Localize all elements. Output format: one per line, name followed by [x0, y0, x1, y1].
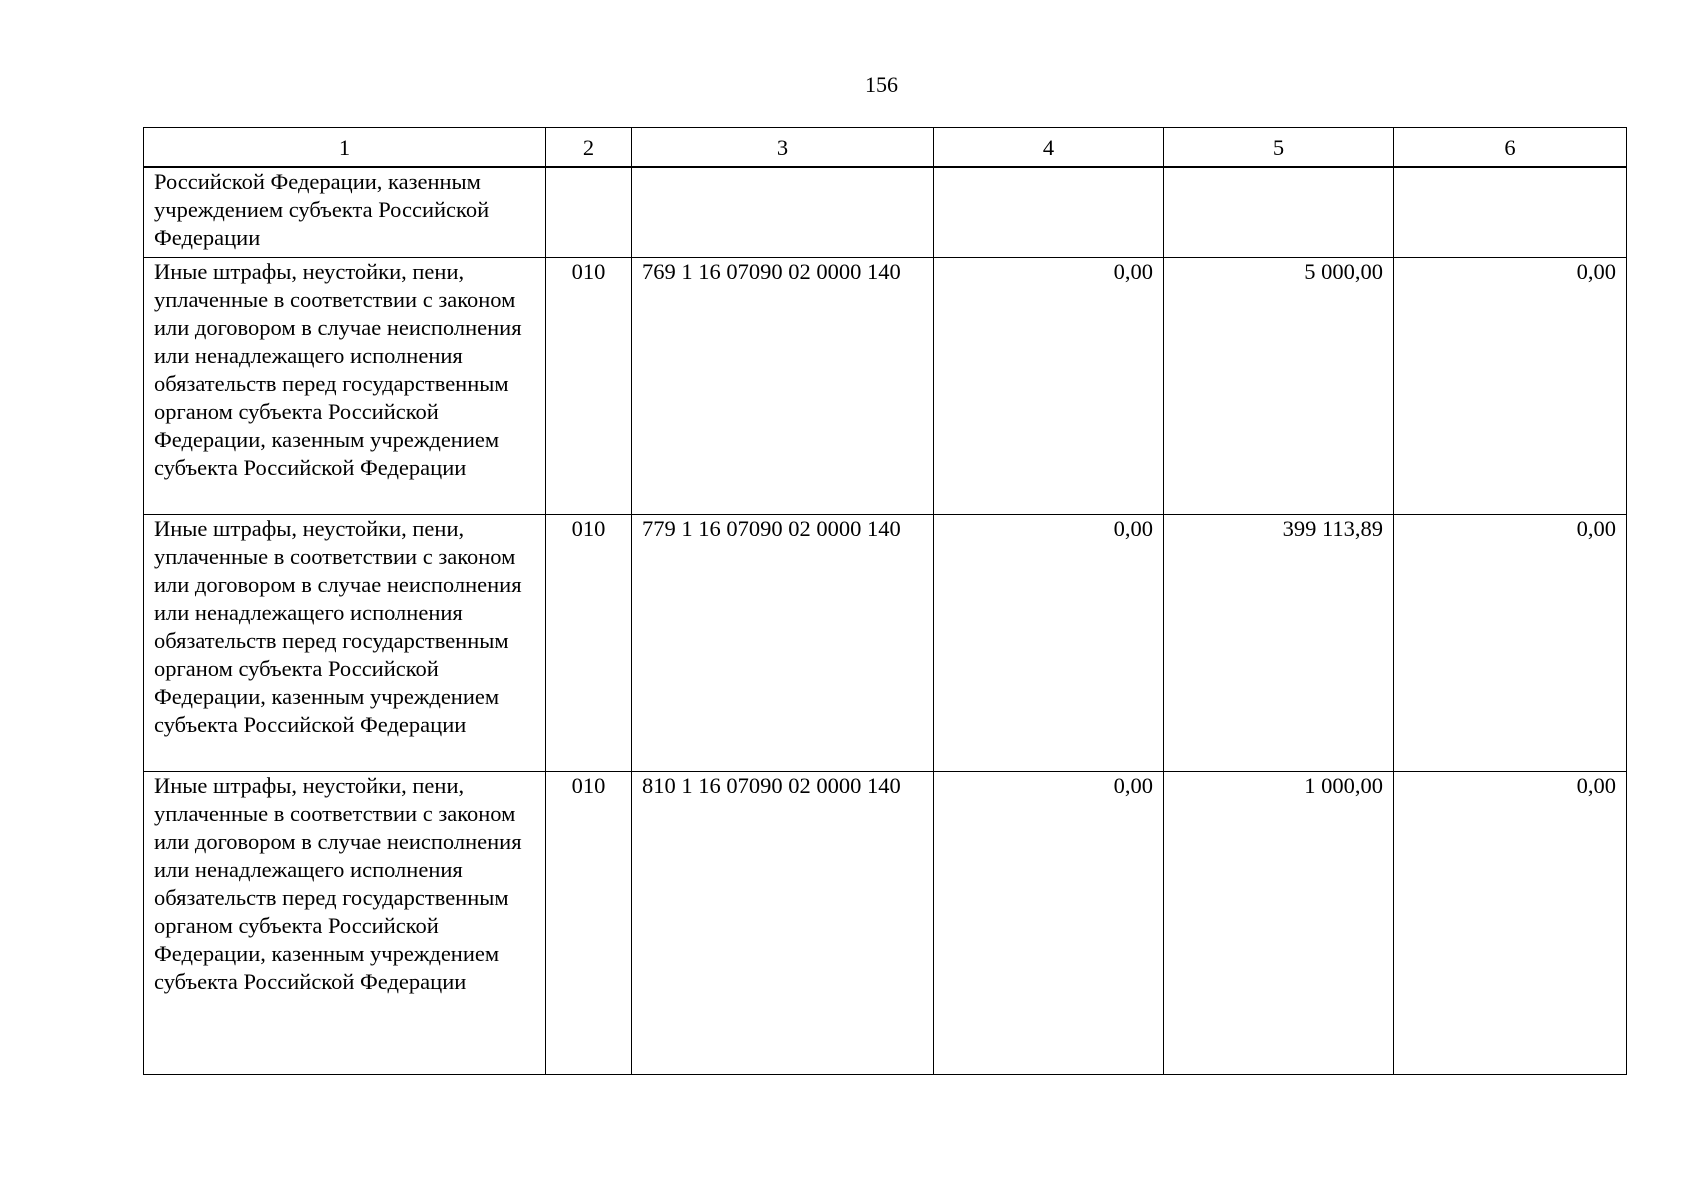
row-budget-code: 769 1 16 07090 02 0000 140: [632, 258, 934, 515]
column-header: 3: [632, 128, 934, 168]
table-row: [144, 167, 1627, 258]
column-header: 2: [546, 128, 632, 168]
row-value-6: 0,00: [1394, 515, 1627, 772]
row-value-5: [1164, 167, 1394, 258]
row-value-4: 0,00: [934, 515, 1164, 772]
row-value-4: [934, 167, 1164, 258]
row-value-6: [1394, 167, 1627, 258]
column-header: 1: [144, 128, 546, 168]
row-name: Российской Федерации, казенным учреждением субъекта Российской Федерации: [144, 167, 546, 258]
row-value-5: 5 000,00: [1164, 258, 1394, 515]
table-row: [144, 515, 1627, 772]
table-row: [144, 772, 1627, 1075]
row-value-4: 0,00: [934, 258, 1164, 515]
table-header-row: [144, 128, 1627, 168]
column-header: 5: [1164, 128, 1394, 168]
row-code: 010: [546, 258, 632, 515]
page-number: 156: [865, 72, 898, 97]
row-value-6: 0,00: [1394, 772, 1627, 1075]
row-budget-code: [632, 167, 934, 258]
row-value-5: 1 000,00: [1164, 772, 1394, 1075]
row-name: Иные штрафы, неустойки, пени, уплаченные в соответствии с законом или договором в случае неисполнения или ненадлежащего исполнения обязательств перед государственным органом субъекта Российской Федерации, казенным учреждением субъекта Российской Федерации: [144, 772, 546, 1075]
revenue-table: [143, 127, 1627, 1075]
column-header: 6: [1394, 128, 1627, 168]
row-code: 010: [546, 515, 632, 772]
row-budget-code: 779 1 16 07090 02 0000 140: [632, 515, 934, 772]
row-name: Иные штрафы, неустойки, пени, уплаченные в соответствии с законом или договором в случае неисполнения или ненадлежащего исполнения обязательств перед государственным органом субъекта Российской Федерации, казенным учреждением субъекта Российской Федерации: [144, 515, 546, 772]
row-value-5: 399 113,89: [1164, 515, 1394, 772]
row-code: 010: [546, 772, 632, 1075]
row-code: [546, 167, 632, 258]
row-budget-code: 810 1 16 07090 02 0000 140: [632, 772, 934, 1075]
table-row: [144, 258, 1627, 515]
column-header: 4: [934, 128, 1164, 168]
row-name: Иные штрафы, неустойки, пени, уплаченные в соответствии с законом или договором в случае неисполнения или ненадлежащего исполнения обязательств перед государственным органом субъекта Российской Федерации, казенным учреждением субъекта Российской Федерации: [144, 258, 546, 515]
row-value-6: 0,00: [1394, 258, 1627, 515]
row-value-4: 0,00: [934, 772, 1164, 1075]
